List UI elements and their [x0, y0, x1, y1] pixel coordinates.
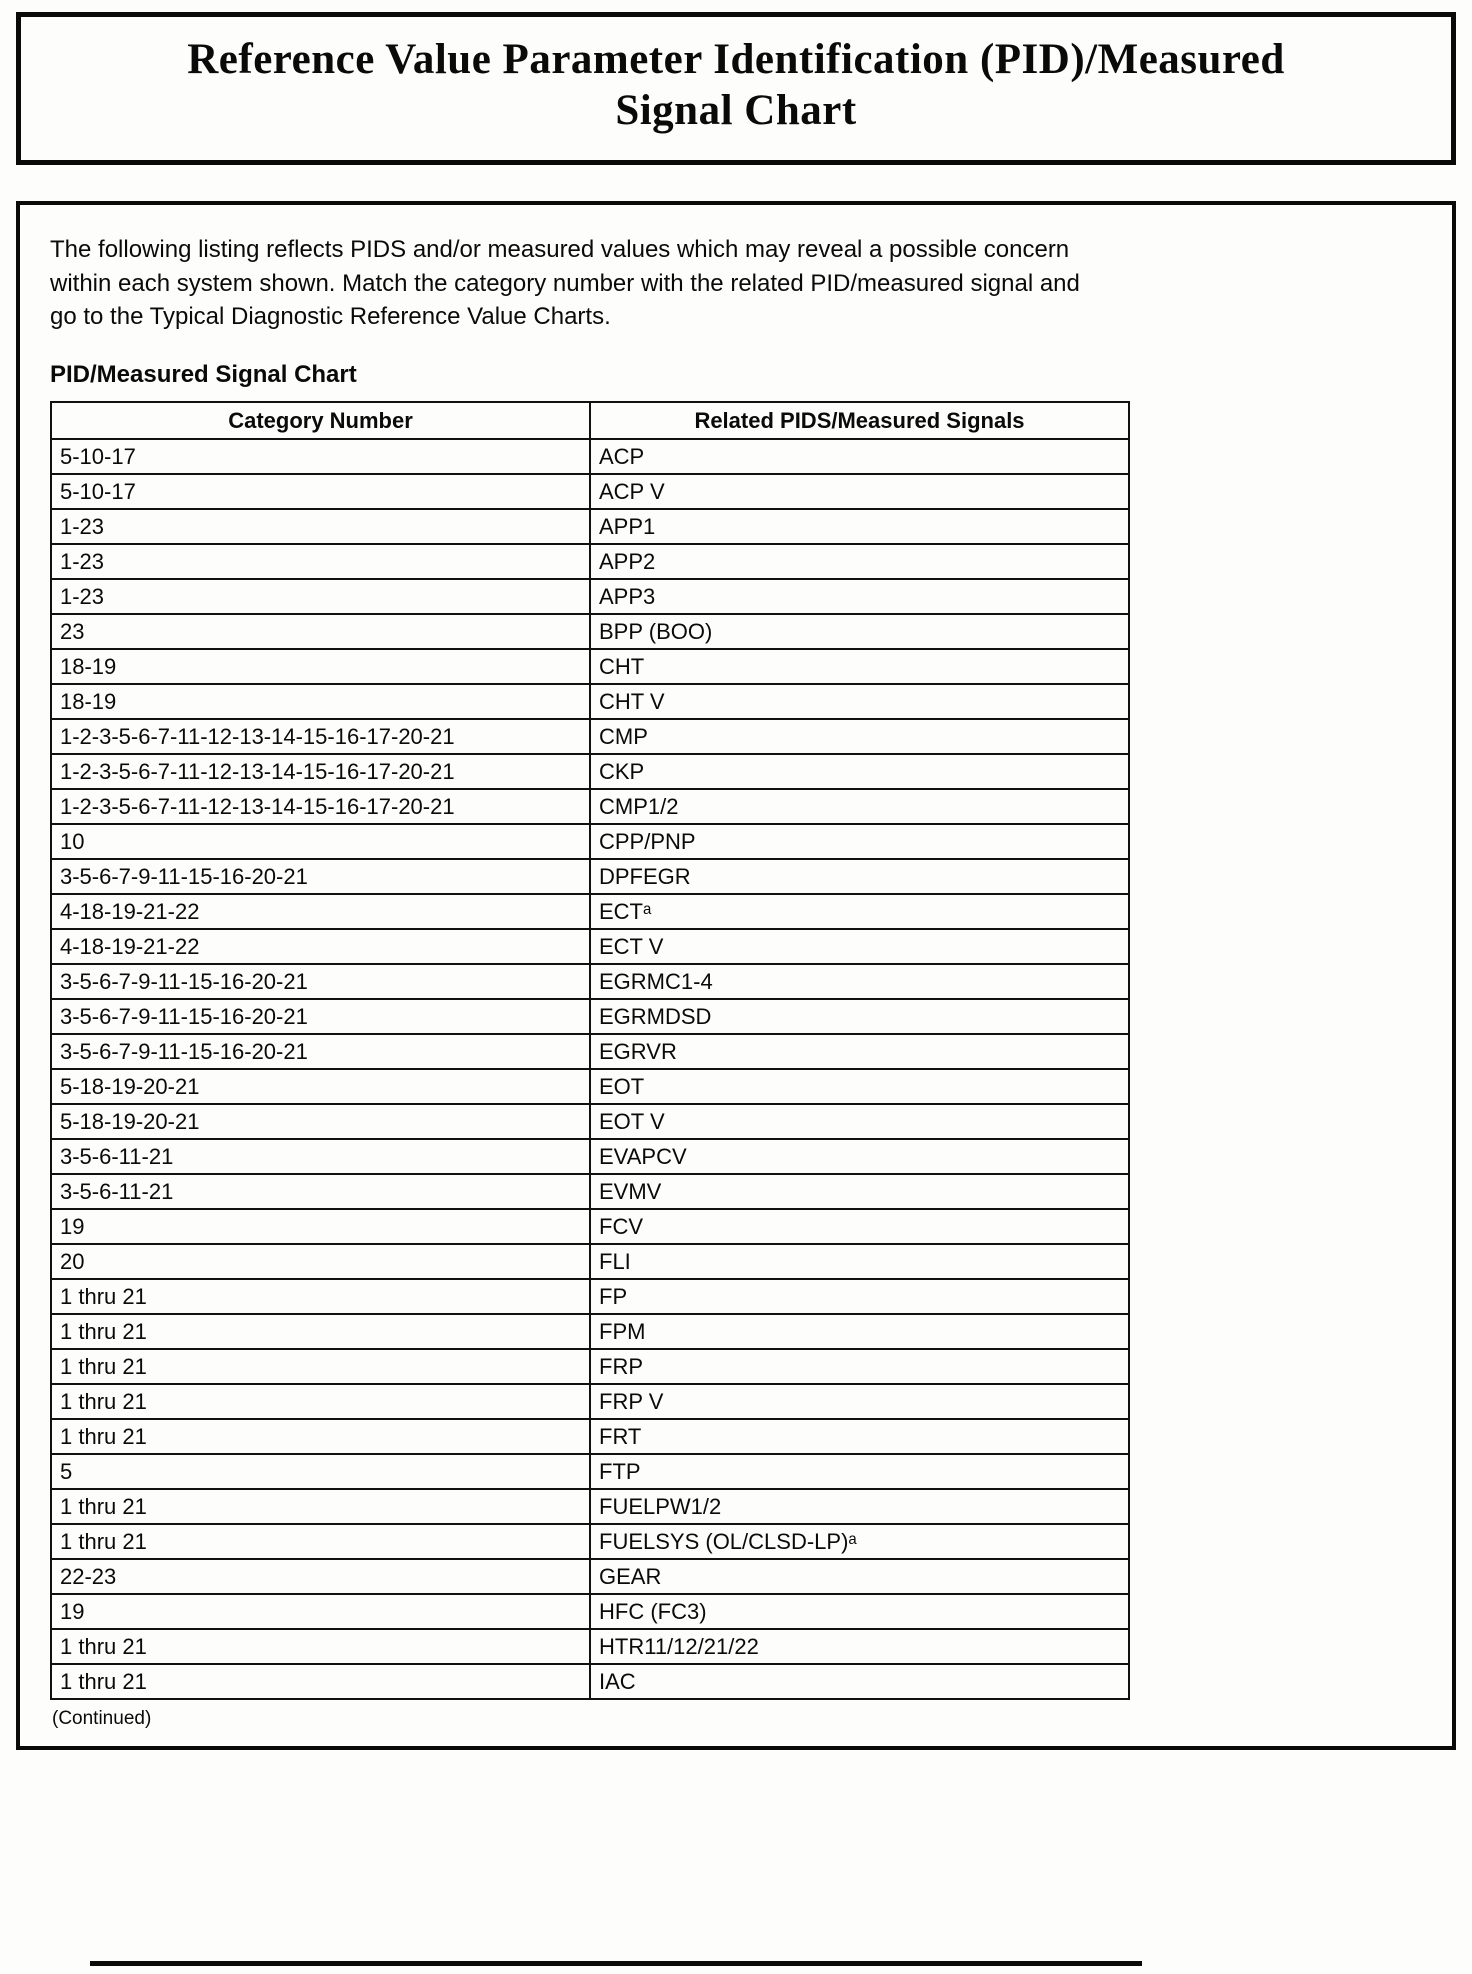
- column-header-related-pids: Related PIDS/Measured Signals: [590, 402, 1129, 439]
- table-row: [51, 579, 1129, 614]
- related-signal-cell: EGRVR: [590, 1034, 1129, 1069]
- category-number-cell: 3-5-6-7-9-11-15-16-20-21: [51, 1034, 590, 1069]
- category-number-cell: 3-5-6-11-21: [51, 1139, 590, 1174]
- table-row: [51, 789, 1129, 824]
- table-row: [51, 754, 1129, 789]
- column-header-category-number: Category Number: [51, 402, 590, 439]
- category-number-cell: 1-23: [51, 509, 590, 544]
- intro-line: The following listing reflects PIDS and/or measured values which may reveal a possible concern: [50, 236, 1070, 264]
- table-row: [51, 1454, 1129, 1489]
- category-number-cell: 1 thru 21: [51, 1629, 590, 1664]
- table-row: [51, 1594, 1129, 1629]
- related-signal-cell: FTP: [590, 1454, 1129, 1489]
- category-number-cell: 19: [51, 1594, 590, 1629]
- category-number-cell: 5-18-19-20-21: [51, 1104, 590, 1139]
- section-heading: PID/Measured Signal Chart: [50, 360, 357, 388]
- category-number-cell: 1 thru 21: [51, 1419, 590, 1454]
- table-row: [51, 894, 1129, 929]
- related-signal-cell: EOT V: [590, 1104, 1129, 1139]
- intro-line: within each system shown. Match the category number with the related PID/measured signal and: [50, 269, 1080, 297]
- category-number-cell: 19: [51, 1209, 590, 1244]
- category-number-cell: 18-19: [51, 649, 590, 684]
- category-number-cell: 1 thru 21: [51, 1664, 590, 1699]
- category-number-cell: 1 thru 21: [51, 1524, 590, 1559]
- table-row: [51, 1244, 1129, 1279]
- table-row: [51, 1174, 1129, 1209]
- table-row: [51, 439, 1129, 474]
- table-row: [51, 1629, 1129, 1664]
- table-row: [51, 1384, 1129, 1419]
- related-signal-cell: CHT V: [590, 684, 1129, 719]
- table-row: [51, 1349, 1129, 1384]
- category-number-cell: 3-5-6-7-9-11-15-16-20-21: [51, 999, 590, 1034]
- document-page: [0, 12, 1472, 1750]
- category-number-cell: 22-23: [51, 1559, 590, 1594]
- category-number-cell: 5-10-17: [51, 439, 590, 474]
- category-number-cell: 5: [51, 1454, 590, 1489]
- intro-line: go to the Typical Diagnostic Reference Value Charts.: [50, 302, 611, 330]
- category-number-cell: 23: [51, 614, 590, 649]
- table-row: [51, 474, 1129, 509]
- table-row: [51, 649, 1129, 684]
- related-signal-cell: HFC (FC3): [590, 1594, 1129, 1629]
- title-box: [16, 12, 1456, 165]
- related-signal-cell: ACP V: [590, 474, 1129, 509]
- table-row: [51, 1279, 1129, 1314]
- page-title: [33, 35, 1439, 136]
- related-signal-cell: FLI: [590, 1244, 1129, 1279]
- table-row: [51, 719, 1129, 754]
- related-signal-cell: DPFEGR: [590, 859, 1129, 894]
- related-signal-cell: CMP1/2: [590, 789, 1129, 824]
- category-number-cell: 1-23: [51, 544, 590, 579]
- category-number-cell: 4-18-19-21-22: [51, 894, 590, 929]
- related-signal-cell: BPP (BOO): [590, 614, 1129, 649]
- category-number-cell: 10: [51, 824, 590, 859]
- table-row: [51, 1314, 1129, 1349]
- table-row: [51, 929, 1129, 964]
- related-signal-cell: FCV: [590, 1209, 1129, 1244]
- related-signal-cell: EVMV: [590, 1174, 1129, 1209]
- table-row: [51, 614, 1129, 649]
- table-row: [51, 1559, 1129, 1594]
- category-number-cell: 1-2-3-5-6-7-11-12-13-14-15-16-17-20-21: [51, 754, 590, 789]
- table-row: [51, 1419, 1129, 1454]
- category-number-cell: 1 thru 21: [51, 1349, 590, 1384]
- continued-note: (Continued): [52, 1707, 152, 1729]
- category-number-cell: 5-18-19-20-21: [51, 1069, 590, 1104]
- related-signal-cell: ACP: [590, 439, 1129, 474]
- category-number-cell: 1 thru 21: [51, 1279, 590, 1314]
- table-header-row: [51, 402, 1129, 439]
- related-signal-cell: APP3: [590, 579, 1129, 614]
- table-row: [51, 1069, 1129, 1104]
- pid-signal-table: [50, 401, 1130, 1700]
- table-row: [51, 964, 1129, 999]
- category-number-cell: 1 thru 21: [51, 1489, 590, 1524]
- related-signal-cell: CPP/PNP: [590, 824, 1129, 859]
- related-signal-cell: FRT: [590, 1419, 1129, 1454]
- table-row: [51, 1664, 1129, 1699]
- related-signal-cell: GEAR: [590, 1559, 1129, 1594]
- table-row: [51, 544, 1129, 579]
- related-signal-cell: HTR11/12/21/22: [590, 1629, 1129, 1664]
- related-signal-cell: FUELPW1/2: [590, 1489, 1129, 1524]
- related-signal-cell: CHT: [590, 649, 1129, 684]
- category-number-cell: 4-18-19-21-22: [51, 929, 590, 964]
- table-row: [51, 1139, 1129, 1174]
- related-signal-cell: EGRMC1-4: [590, 964, 1129, 999]
- table-row: [51, 1209, 1129, 1244]
- category-number-cell: 5-10-17: [51, 474, 590, 509]
- table-row: [51, 1034, 1129, 1069]
- related-signal-cell: CKP: [590, 754, 1129, 789]
- related-signal-cell: EGRMDSD: [590, 999, 1129, 1034]
- table-row: [51, 1489, 1129, 1524]
- category-number-cell: 1 thru 21: [51, 1384, 590, 1419]
- category-number-cell: 20: [51, 1244, 590, 1279]
- category-number-cell: 1-2-3-5-6-7-11-12-13-14-15-16-17-20-21: [51, 719, 590, 754]
- related-signal-cell: FUELSYS (OL/CLSD-LP)ᵃ: [590, 1524, 1129, 1559]
- related-signal-cell: FRP: [590, 1349, 1129, 1384]
- related-signal-cell: FP: [590, 1279, 1129, 1314]
- related-signal-cell: CMP: [590, 719, 1129, 754]
- category-number-cell: 1-23: [51, 579, 590, 614]
- related-signal-cell: APP1: [590, 509, 1129, 544]
- table-row: [51, 999, 1129, 1034]
- category-number-cell: 3-5-6-7-9-11-15-16-20-21: [51, 964, 590, 999]
- related-signal-cell: IAC: [590, 1664, 1129, 1699]
- related-signal-cell: APP2: [590, 544, 1129, 579]
- table-body: [51, 439, 1129, 1699]
- category-number-cell: 1 thru 21: [51, 1314, 590, 1349]
- category-number-cell: 3-5-6-11-21: [51, 1174, 590, 1209]
- page-title-line-1: Reference Value Parameter Identification (PID)/Measured: [187, 36, 1285, 83]
- related-signal-cell: FPM: [590, 1314, 1129, 1349]
- content-box: [16, 201, 1456, 1749]
- table-row: [51, 509, 1129, 544]
- table-row: [51, 1104, 1129, 1139]
- table-row: [51, 824, 1129, 859]
- related-signal-cell: EOT: [590, 1069, 1129, 1104]
- page-title-line-2: Signal Chart: [615, 86, 857, 134]
- related-signal-cell: ECTᵃ: [590, 894, 1129, 929]
- table-row: [51, 684, 1129, 719]
- intro-paragraph: [50, 233, 1422, 332]
- related-signal-cell: FRP V: [590, 1384, 1129, 1419]
- category-number-cell: 1-2-3-5-6-7-11-12-13-14-15-16-17-20-21: [51, 789, 590, 824]
- related-signal-cell: EVAPCV: [590, 1139, 1129, 1174]
- category-number-cell: 18-19: [51, 684, 590, 719]
- table-row: [51, 859, 1129, 894]
- related-signal-cell: ECT V: [590, 929, 1129, 964]
- table-row: [51, 1524, 1129, 1559]
- category-number-cell: 3-5-6-7-9-11-15-16-20-21: [51, 859, 590, 894]
